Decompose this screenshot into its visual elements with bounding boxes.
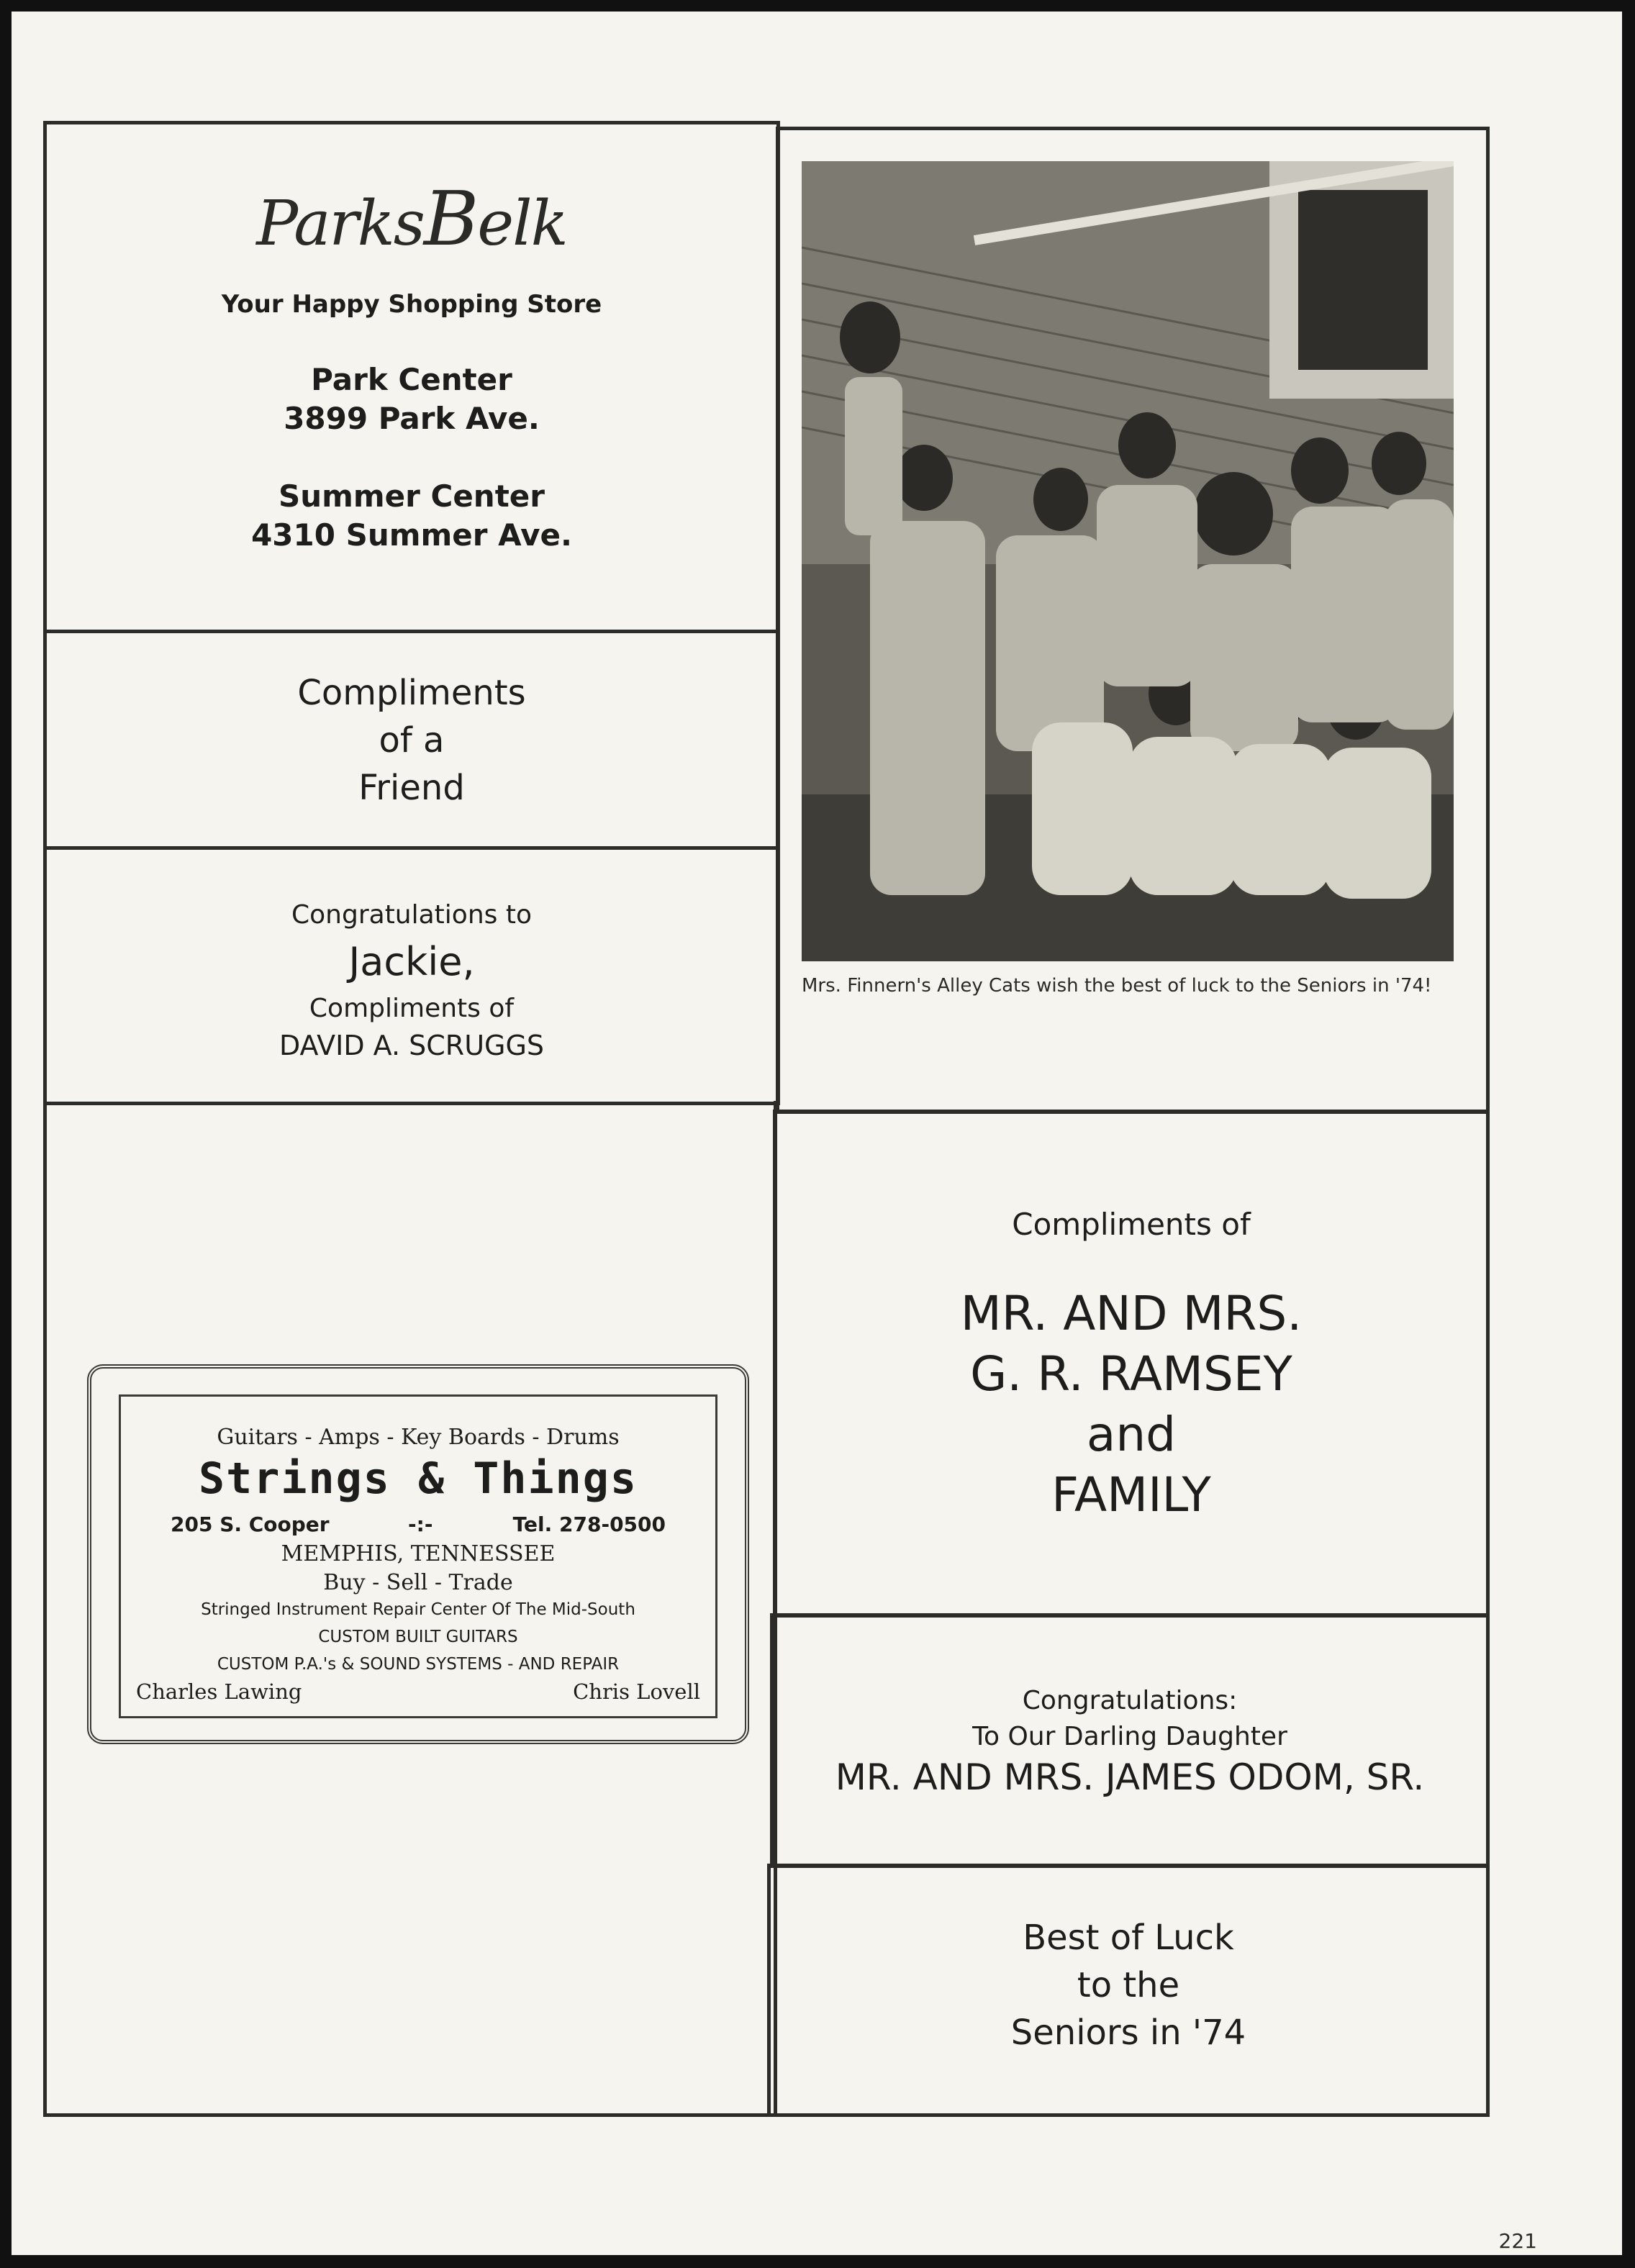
parks-belk-tagline: Your Happy Shopping Store [221, 290, 602, 319]
odom-congrats: Congratulations: [1022, 1686, 1238, 1715]
strings-owner-2: Chris Lovell [573, 1679, 700, 1704]
scruggs-congrats: Congratulations to [291, 900, 532, 930]
strings-pa-systems: CUSTOM P.A.'s & SOUND SYSTEMS - AND REPAIR [217, 1655, 620, 1674]
class-photo [802, 161, 1454, 961]
strings-address-row [171, 1512, 666, 1536]
odom-ad [770, 1613, 1490, 1868]
strings-custom-guitars: CUSTOM BUILT GUITARS [318, 1628, 518, 1646]
summer-center-address: 4310 Summer Ave. [251, 517, 572, 553]
park-center-address: 3899 Park Ave. [284, 401, 540, 436]
strings-trade: Buy - Sell - Trade [323, 1570, 513, 1595]
odom-from: MR. AND MRS. JAMES ODOM, SR. [835, 1756, 1425, 1798]
best-of-luck-ad [767, 1864, 1490, 2117]
yearbook-page [12, 12, 1622, 2255]
strings-separator: -:- [408, 1512, 433, 1536]
luck-line-2: to the [1077, 1965, 1180, 2005]
ramsey-line-4: FAMILY [1051, 1467, 1211, 1523]
friend-line-3: Friend [358, 768, 465, 808]
summer-center-name: Summer Center [278, 478, 545, 514]
photo-caption: Mrs. Finnern's Alley Cats wish the best of luck to the Seniors in '74! [802, 975, 1432, 997]
park-center-name: Park Center [311, 362, 512, 397]
parks-belk-logo: ParksBelk [256, 175, 567, 263]
class-photo-image [802, 161, 1454, 961]
strings-owners-row [136, 1679, 700, 1704]
ramsey-compliments: Compliments of [1012, 1207, 1251, 1242]
ramsey-line-3: and [1086, 1407, 1177, 1462]
scruggs-name: Jackie, [348, 939, 475, 984]
strings-phone: Tel. 278-0500 [512, 1512, 666, 1536]
ramsey-ad [773, 1110, 1490, 1618]
ramsey-line-2: G. R. RAMSEY [970, 1346, 1292, 1402]
ramsey-line-1: MR. AND MRS. [960, 1286, 1303, 1341]
scruggs-ad [43, 846, 780, 1105]
strings-repair-center: Stringed Instrument Repair Center Of The Mid-South [201, 1600, 635, 1619]
page-number: 221 [1498, 2229, 1537, 2253]
friend-ad [43, 630, 780, 850]
strings-city: MEMPHIS, TENNESSEE [281, 1541, 556, 1566]
luck-line-3: Seniors in '74 [1010, 2013, 1246, 2053]
strings-things-ad [87, 1364, 749, 1744]
strings-owner-1: Charles Lawing [136, 1679, 302, 1704]
parks-belk-ad [43, 121, 780, 633]
scruggs-compliments: Compliments of [309, 994, 515, 1023]
strings-top-line: Guitars - Amps - Key Boards - Drums [217, 1425, 620, 1450]
odom-line: To Our Darling Daughter [972, 1722, 1287, 1751]
strings-address: 205 S. Cooper [171, 1512, 330, 1536]
friend-line-1: Compliments [297, 673, 526, 713]
friend-line-2: of a [379, 720, 445, 761]
luck-line-1: Best of Luck [1023, 1918, 1234, 1958]
strings-title: Strings & Things [199, 1453, 638, 1504]
scruggs-from: DAVID A. SCRUGGS [278, 1030, 545, 1061]
